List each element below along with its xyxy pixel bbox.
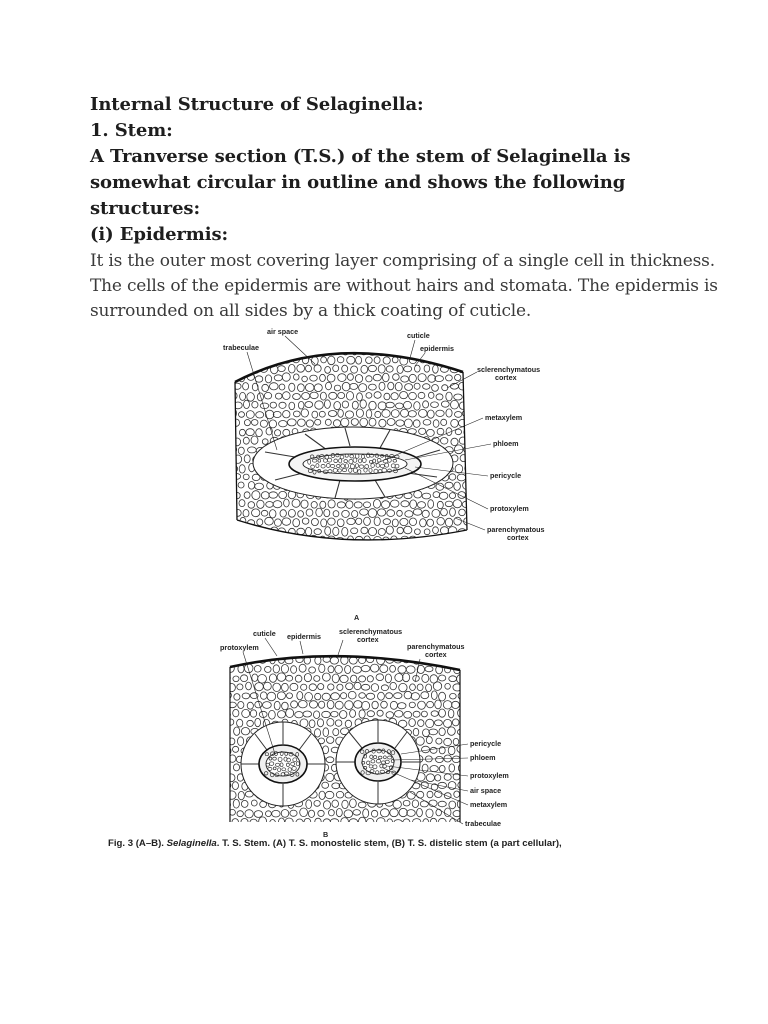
label-epidermis-a: epidermis bbox=[420, 344, 454, 353]
label-phloem-b: phloem bbox=[470, 753, 496, 762]
label-trabeculae-b: trabeculae bbox=[465, 819, 501, 828]
label-scler-a-1: sclerenchymatous bbox=[477, 365, 541, 374]
figure-caption bbox=[108, 838, 562, 849]
stem-diagram bbox=[215, 322, 545, 842]
label-paren-a-2: cortex bbox=[507, 533, 529, 542]
stem-section-figure bbox=[215, 322, 545, 846]
caption-fig-number: Fig. 3 (A–B). bbox=[108, 838, 164, 849]
diagram-b bbox=[222, 637, 470, 826]
label-paren-a-1: parenchymatous bbox=[487, 525, 545, 534]
label-scler-b-1: sclerenchymatous bbox=[339, 627, 403, 636]
intro-text: A Tranverse section (T.S.) of the stem of Selaginella is somewhat circular in outline and shows the following structures: bbox=[90, 146, 631, 219]
label-scler-b-2: cortex bbox=[357, 635, 379, 644]
caption-genus: Selaginella bbox=[166, 838, 217, 849]
document-title: Internal Structure of Selaginella: bbox=[90, 94, 424, 115]
subsection-heading: (i) Epidermis: bbox=[90, 224, 229, 245]
label-protoxylem-b: protoxylem bbox=[470, 771, 509, 780]
label-protoxylem-b-left: protoxylem bbox=[220, 643, 259, 652]
label-phloem-a: phloem bbox=[493, 439, 519, 448]
label-air-space-b: air space bbox=[470, 786, 502, 795]
label-diagram-b: B bbox=[323, 830, 329, 839]
label-metaxylem-a: metaxylem bbox=[485, 413, 523, 422]
caption-text: . T. S. Stem. (A) T. S. monostelic stem, (B) T. S. distelic stem (a part cellular), bbox=[216, 838, 562, 849]
label-pericycle-a: pericycle bbox=[490, 471, 522, 480]
label-epidermis-b: epidermis bbox=[287, 632, 321, 641]
label-air-space-a: air space bbox=[267, 327, 299, 336]
label-cuticle-a: cuticle bbox=[407, 331, 430, 340]
label-scler-a-2: cortex bbox=[495, 373, 517, 382]
label-trabeculae-a: trabeculae bbox=[223, 343, 259, 352]
label-metaxylem-b: metaxylem bbox=[470, 800, 508, 809]
label-paren-b-2: cortex bbox=[425, 650, 447, 659]
epidermis-paragraph: It is the outer most covering layer comprising of a single cell in thickness. The cells of the epidermis are without hairs and stomata. The epidermis is surrounded on all sides by a thick coating of cuticle. bbox=[90, 251, 718, 321]
label-paren-b-1: parenchymatous bbox=[407, 642, 465, 651]
label-protoxylem-a: protoxylem bbox=[490, 504, 529, 513]
label-diagram-a: A bbox=[354, 613, 360, 622]
document-body bbox=[90, 92, 730, 324]
label-pericycle-b: pericycle bbox=[470, 739, 502, 748]
section-heading: 1. Stem: bbox=[90, 120, 173, 141]
diagram-a bbox=[228, 337, 477, 564]
label-cuticle-b: cuticle bbox=[253, 629, 276, 638]
